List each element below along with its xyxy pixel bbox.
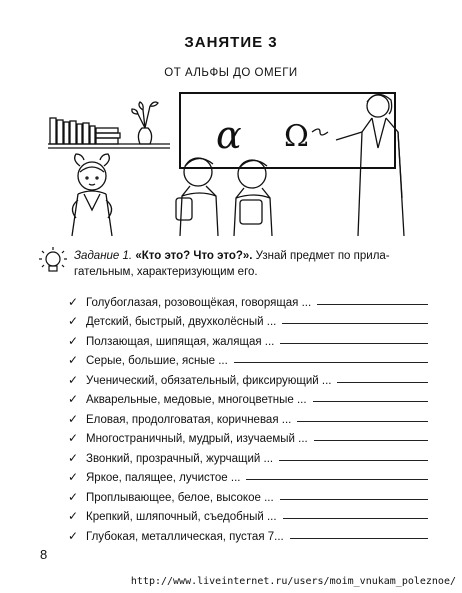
check-icon: ✓ — [68, 431, 79, 445]
page-subtitle: ОТ АЛЬФЫ ДО ОМЕГИ — [164, 67, 298, 79]
answer-line[interactable] — [290, 537, 428, 539]
check-icon: ✓ — [68, 314, 79, 328]
teacher-figure — [336, 94, 404, 236]
answer-line[interactable] — [314, 439, 428, 441]
girl-figure — [72, 154, 112, 236]
list-item: ✓ Серые, большие, ясные ... — [68, 348, 428, 368]
answer-line[interactable] — [297, 420, 428, 422]
answer-line[interactable] — [280, 498, 428, 500]
check-icon: ✓ — [68, 353, 79, 367]
check-icon: ✓ — [68, 509, 79, 523]
answer-line[interactable] — [317, 303, 428, 305]
letter-alpha: α — [216, 113, 242, 157]
answer-line[interactable] — [246, 478, 428, 480]
footer-url[interactable]: http://www.liveinternet.ru/users/moim_vnukam_poleznoe/ — [130, 576, 456, 587]
check-icon: ✓ — [68, 333, 79, 348]
page-title: ЗАНЯТИЕ 3 — [184, 34, 278, 51]
classroom-illustration — [40, 88, 430, 238]
check-icon: ✓ — [68, 392, 79, 406]
answer-line[interactable] — [280, 342, 428, 344]
answer-line[interactable] — [313, 400, 428, 402]
page-number: 8 — [40, 547, 48, 562]
answer-line[interactable] — [279, 459, 428, 461]
list-item: ✓ Крепкий, шляпочный, съедобный ... — [68, 504, 428, 524]
list-item: ✓ Звонкий, прозрачный, журчащий ... — [68, 445, 428, 465]
exercise-list — [68, 289, 428, 543]
list-item: ✓ Глубокая, металлическая, пустая 7... — [68, 523, 428, 543]
answer-line[interactable] — [337, 381, 428, 383]
answer-line[interactable] — [283, 517, 428, 519]
list-item: ✓ Голубоглазая, розовощёкая, говорящая ... — [68, 289, 428, 309]
list-item: ✓ Детский, быстрый, двухколёсный ... — [68, 309, 428, 329]
letter-omega: Ω — [284, 119, 309, 154]
list-item: ✓ Ползающая, шипящая, жалящая ... — [68, 328, 428, 348]
task-label: Задание 1. — [74, 250, 133, 262]
answer-line[interactable] — [234, 361, 428, 363]
check-icon: ✓ — [68, 528, 79, 543]
check-icon: ✓ — [68, 450, 79, 465]
check-icon: ✓ — [68, 294, 79, 309]
check-icon: ✓ — [68, 411, 79, 426]
task-text-line2: гательным, характеризующим его. — [74, 266, 258, 278]
list-item: ✓ Многостраничный, мудрый, изучаемый ... — [68, 426, 428, 446]
vase-icon — [132, 102, 158, 144]
check-icon: ✓ — [68, 489, 79, 504]
task-prompt: «Кто это? Что это?». — [135, 250, 253, 262]
check-icon: ✓ — [68, 470, 79, 484]
list-item: ✓ Проплывающее, белое, высокое ... — [68, 484, 428, 504]
boy-figure — [176, 158, 218, 236]
student-figure — [234, 160, 272, 236]
answer-line[interactable] — [282, 322, 428, 324]
list-item: ✓ Акварельные, медовые, многоцветные ... — [68, 387, 428, 407]
list-item: ✓ Ученический, обязательный, фиксирующий ... — [68, 367, 428, 387]
check-icon: ✓ — [68, 372, 79, 387]
list-item: ✓ Яркое, палящее, лучистое ... — [68, 465, 428, 485]
task-text-line1: Узнай предмет по прила- — [255, 250, 390, 262]
list-item: ✓ Еловая, продолговатая, коричневая ... — [68, 406, 428, 426]
lightbulb-icon — [38, 246, 68, 278]
